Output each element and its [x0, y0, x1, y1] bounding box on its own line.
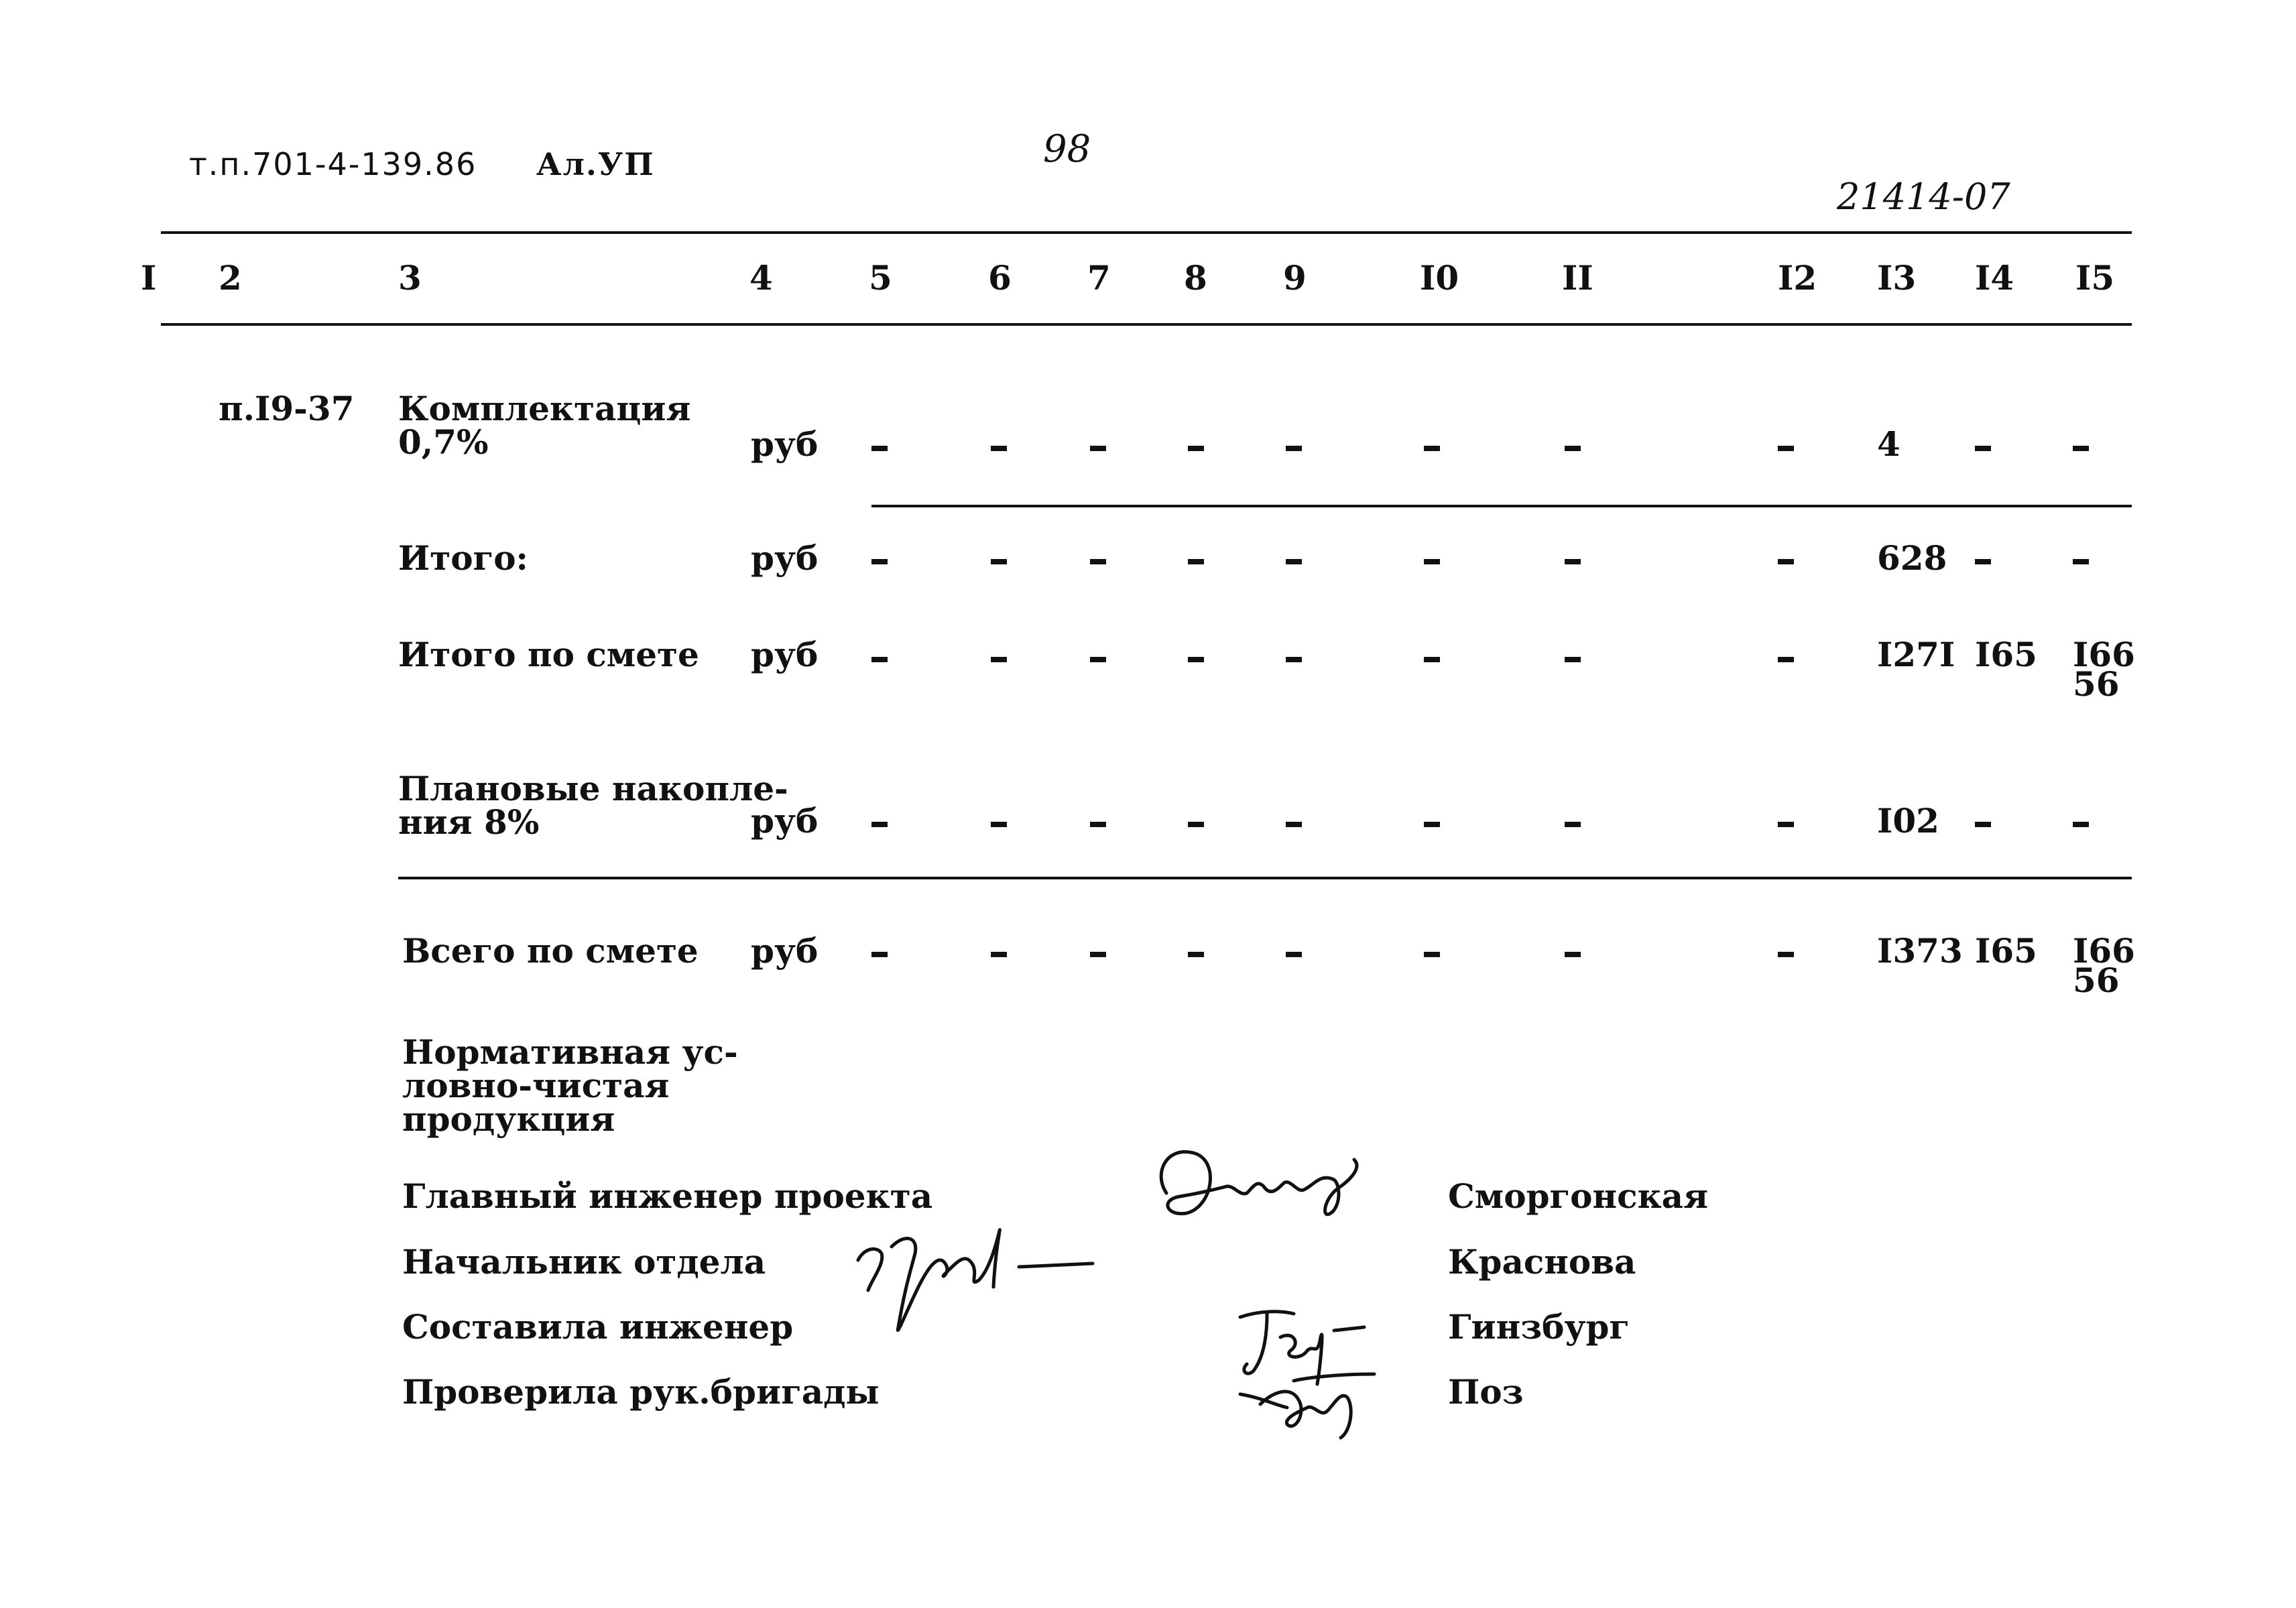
signature-role: Составила инженер	[402, 1307, 794, 1347]
signature-name: Поз	[1448, 1372, 1524, 1412]
normative-line: Нормативная ус-	[402, 1032, 738, 1072]
row-unit: руб	[751, 538, 819, 578]
empty-cell-dash	[991, 952, 1007, 957]
empty-cell-dash	[1424, 822, 1440, 827]
row-unit: руб	[751, 635, 819, 674]
empty-cell-dash	[1565, 952, 1581, 957]
row-name: Всего по смете	[402, 931, 699, 971]
empty-cell-dash	[2073, 822, 2089, 827]
row-name	[398, 769, 788, 842]
cell-col13: I27I	[1877, 635, 1955, 674]
empty-cell-dash	[1778, 657, 1794, 662]
empty-cell-dash	[1286, 446, 1302, 451]
empty-cell-dash	[1090, 822, 1106, 827]
empty-cell-dash	[1090, 559, 1106, 564]
empty-cell-dash	[1286, 559, 1302, 564]
subtotal-rule	[871, 505, 2132, 507]
column-number: 6	[988, 258, 1012, 298]
column-number: I2	[1778, 258, 1817, 298]
cell-col13: I02	[1877, 801, 1939, 841]
row-name-line: Комплектация	[398, 389, 691, 428]
empty-cell-dash	[1188, 559, 1204, 564]
row-unit: руб	[751, 424, 819, 464]
empty-cell-dash	[991, 559, 1007, 564]
normative-product-label	[402, 1032, 738, 1139]
empty-cell-dash	[1778, 822, 1794, 827]
row-unit: руб	[751, 801, 819, 841]
empty-cell-dash	[1424, 952, 1440, 957]
document-code: т.п.701-4-139.86	[189, 146, 477, 182]
empty-cell-dash	[1565, 559, 1581, 564]
normative-line: продукция	[402, 1099, 615, 1139]
empty-cell-dash	[1424, 446, 1440, 451]
empty-cell-dash	[871, 446, 888, 451]
column-number: I0	[1420, 258, 1459, 298]
handwritten-signature	[1140, 1133, 1394, 1253]
row-name	[398, 389, 691, 462]
empty-cell-dash	[1090, 657, 1106, 662]
signature-role: Начальник отдела	[402, 1242, 766, 1282]
archive-number: 21414-07	[1837, 176, 2010, 218]
normative-line: ловно-чистая	[402, 1066, 670, 1105]
row-unit: руб	[751, 931, 819, 971]
cell-value: 56	[2073, 664, 2120, 704]
empty-cell-dash	[1975, 822, 1991, 827]
signature-role: Главный инженер проекта	[402, 1176, 933, 1216]
column-number: 4	[749, 258, 773, 298]
empty-cell-dash	[871, 559, 888, 564]
cell-col13: 4	[1877, 424, 1900, 464]
row-name: Итого:	[398, 538, 529, 578]
empty-cell-dash	[1188, 657, 1204, 662]
cell-col15	[2073, 635, 2135, 704]
empty-cell-dash	[1424, 559, 1440, 564]
empty-cell-dash	[1778, 446, 1794, 451]
empty-cell-dash	[1565, 822, 1581, 827]
cell-value: I66	[2073, 931, 2135, 971]
empty-cell-dash	[871, 657, 888, 662]
column-number: 8	[1184, 258, 1207, 298]
header-bottom-rule	[161, 323, 2132, 326]
column-number: 5	[869, 258, 892, 298]
row-name-line: 0,7%	[398, 422, 489, 462]
column-number: 9	[1283, 258, 1307, 298]
empty-cell-dash	[1975, 559, 1991, 564]
top-rule	[161, 231, 2132, 234]
empty-cell-dash	[991, 657, 1007, 662]
column-number: I3	[1877, 258, 1917, 298]
empty-cell-dash	[1565, 446, 1581, 451]
empty-cell-dash	[1188, 952, 1204, 957]
empty-cell-dash	[1188, 446, 1204, 451]
empty-cell-dash	[2073, 559, 2089, 564]
row-name-line: Плановые накопле-	[398, 769, 788, 808]
empty-cell-dash	[1286, 822, 1302, 827]
cell-col13: I373	[1877, 931, 1963, 971]
cell-col14: I65	[1975, 931, 2037, 971]
empty-cell-dash	[1778, 952, 1794, 957]
column-number: I4	[1975, 258, 2014, 298]
empty-cell-dash	[1090, 952, 1106, 957]
empty-cell-dash	[1286, 952, 1302, 957]
empty-cell-dash	[1286, 657, 1302, 662]
column-number: I5	[2075, 258, 2115, 298]
cell-col14: I65	[1975, 635, 2037, 674]
album-number: Ал.УП	[536, 146, 655, 182]
page-number: 98	[1043, 127, 1091, 171]
empty-cell-dash	[1778, 559, 1794, 564]
handwritten-signature	[1220, 1297, 1441, 1458]
empty-cell-dash	[2073, 446, 2089, 451]
column-number: 3	[398, 258, 422, 298]
empty-cell-dash	[871, 822, 888, 827]
row-name: Итого по смете	[398, 635, 699, 674]
empty-cell-dash	[991, 446, 1007, 451]
total-rule	[398, 877, 2132, 879]
column-number: 2	[219, 258, 242, 298]
column-number: I	[141, 258, 157, 298]
row-name-line: ния 8%	[398, 802, 540, 842]
cell-col13: 628	[1877, 538, 1947, 578]
cell-value: I66	[2073, 635, 2135, 674]
cell-col15	[2073, 931, 2135, 1000]
empty-cell-dash	[871, 952, 888, 957]
handwritten-signature	[851, 1207, 1120, 1354]
empty-cell-dash	[991, 822, 1007, 827]
column-number: II	[1562, 258, 1593, 298]
row-item-number: п.I9-37	[219, 389, 355, 428]
empty-cell-dash	[1188, 822, 1204, 827]
signature-name: Краснова	[1448, 1242, 1636, 1282]
signature-name: Сморгонская	[1448, 1176, 1709, 1216]
column-number: 7	[1087, 258, 1111, 298]
empty-cell-dash	[1424, 657, 1440, 662]
empty-cell-dash	[1565, 657, 1581, 662]
signature-role: Проверила рук.бригады	[402, 1372, 880, 1412]
empty-cell-dash	[1090, 446, 1106, 451]
cell-value: 56	[2073, 961, 2120, 1000]
empty-cell-dash	[1975, 446, 1991, 451]
signature-name: Гинзбург	[1448, 1307, 1630, 1347]
